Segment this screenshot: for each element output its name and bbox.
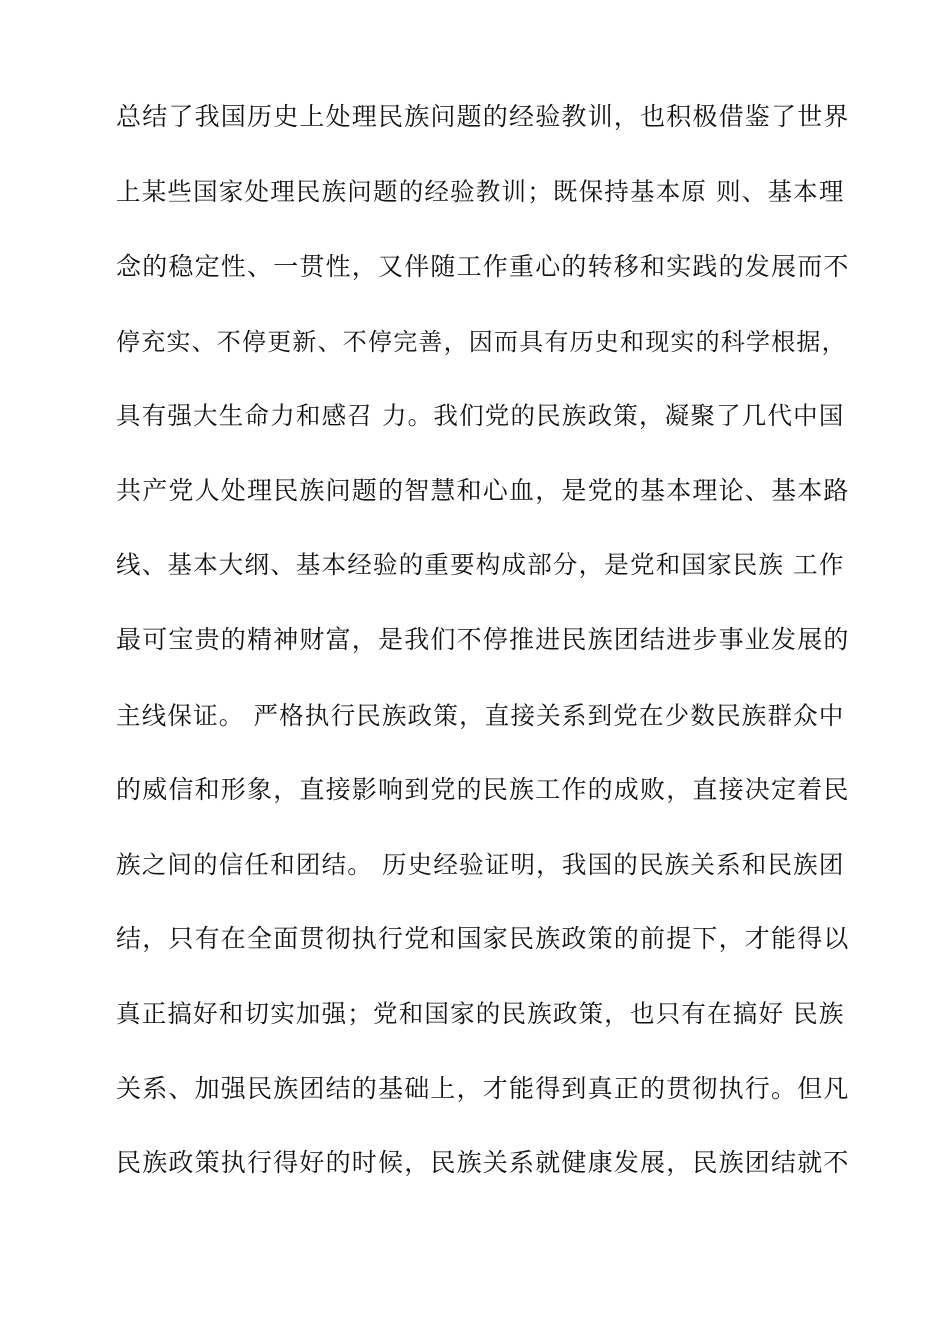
text-line: 上某些国家处理民族问题的经验教训；既保持基本原 则、基本理 [116, 177, 845, 206]
text-line: 具有强大生命力和感召 力。我们党的民族政策，凝聚了几代中国 [116, 401, 845, 430]
text-line: 真正搞好和切实加强；党和国家的民族政策，也只有在搞好 民族 [116, 999, 845, 1028]
text-line: 最可宝贵的精神财富，是我们不停推进民族团结进步事业发展的 [116, 625, 850, 654]
text-line: 总结了我国历史上处理民族问题的经验教训，也积极借鉴了世界 [116, 102, 850, 131]
text-line: 念的稳定性、一贯性，又伴随工作重心的转移和实践的发展而不 [116, 252, 850, 281]
text-line: 的威信和形象，直接影响到党的民族工作的成败，直接决定着民 [116, 775, 850, 804]
text-line: 共产党人处理民族问题的智慧和心血，是党的基本理论、基本路 [116, 476, 850, 505]
text-line: 关系、加强民族团结的基础上，才能得到真正的贯彻执行。但凡 [116, 1074, 850, 1103]
text-line: 主线保证。 严格执行民族政策，直接关系到党在少数民族群众中 [116, 701, 845, 730]
text-line: 民族政策执行得好的时候，民族关系就健康发展，民族团结就不 [116, 1148, 850, 1177]
text-line: 结，只有在全面贯彻执行党和国家民族政策的前提下，才能得以 [116, 924, 850, 953]
text-line: 停充实、不停更新、不停完善，因而具有历史和现实的科学根据， [116, 328, 847, 356]
text-line: 族之间的信任和团结。 历史经验证明，我国的民族关系和民族团 [116, 850, 845, 879]
text-line: 线、基本大纲、基本经验的重要构成部分，是党和国家民族 工作 [116, 550, 845, 579]
